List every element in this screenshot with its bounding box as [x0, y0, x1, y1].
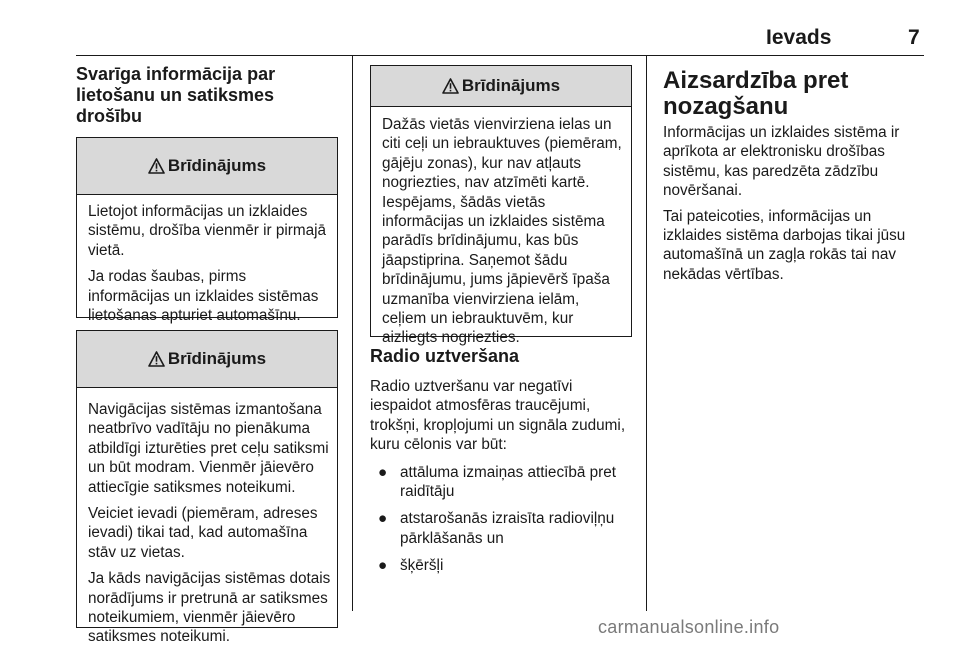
warning-paragraph: Ja kāds navigācijas sistēmas dotais norādījums ir pretrunā ar satiksmes noteikumiem, vienmēr jāievēro satiksmes noteikumi. [88, 570, 331, 646]
warning-paragraph: Veiciet ievadi (piemēram, adreses ievadi) tikai tad, kad automašīna stāv uz vietas. [88, 505, 318, 561]
column-2 [370, 65, 632, 584]
column-divider-1 [352, 56, 353, 611]
warning-header [371, 66, 631, 107]
page-header-title: Ievads [766, 26, 832, 49]
page-number: 7 [908, 26, 920, 49]
warning-paragraph: Lietojot informācijas un izklaides sistēmu, drošība vienmēr ir pirmajā vietā. [88, 203, 327, 259]
warning-box-2 [76, 330, 338, 646]
warning-triangle-icon [148, 351, 165, 367]
antitheft-paragraph: Tai pateicoties, informācijas un izklaides sistēma darbojas tikai jūsu automašīnā un zagļa rokās tai nav nekādas vērtības. [663, 207, 906, 283]
warning-paragraph: Dažās vietās vienvirziena ielas un citi ceļi un iebrauktuves (piemēram, gājēju zonas), kur nav atļauts nogriezties, nav atzīmēti kartē. Iespējams, šādās vietās informācijas un izklaides sistēma parādīs brīdinājumu, kas būs jāapstiprina. Saņemot šādu brīdinājumu, jums jāpievērš īpaša uzmanība vienvirziena ielām, ceļiem un iebrauktuvēm, kur aizliegts nogriezties. [382, 116, 622, 347]
header-rule [76, 55, 924, 56]
bullet-icon: ● [378, 510, 388, 528]
list-item [370, 509, 632, 548]
warning-body [371, 107, 631, 358]
antitheft-paragraph: Informācijas un izklaides sistēma ir aprīkota ar elektronisku drošības sistēmu, kas paredzēta zādzību novēršanai. [663, 124, 900, 200]
column-1 [76, 64, 338, 646]
list-item-text: atstarošanās izraisīta radioviļņu pārklāšanās un [400, 510, 615, 547]
column-3 [663, 68, 925, 292]
warning-header [77, 331, 337, 388]
warning-triangle-icon [442, 78, 459, 94]
warning-title: Brīdinājums [461, 76, 561, 95]
warning-body [77, 195, 337, 335]
warning-title: Brīdinājums [167, 349, 267, 368]
radio-paragraph: Radio uztveršanu var negatīvi iespaidot atmosfēras traucējumi, trokšņi, kropļojumi un signāla zudumi, kuru cēlonis var būt: [370, 378, 626, 454]
list-item [370, 556, 632, 575]
warning-body [77, 388, 337, 657]
warning-title: Brīdinājums [167, 156, 267, 175]
column-divider-2 [646, 56, 647, 611]
list-item-text: šķēršļi [400, 557, 444, 575]
warning-header [77, 138, 337, 195]
warning-box-3 [370, 65, 632, 347]
list-item [370, 463, 632, 502]
warning-paragraph: Ja rodas šaubas, pirms informācijas un izklaides sistēmas lietošanas apturiet automašīnu. [88, 268, 319, 325]
section-heading-antitheft: Aizsardzība pret nozagšanu [663, 67, 849, 120]
bullet-icon: ● [378, 463, 388, 481]
section-heading-safety: Svarīga informācija par lietošanu un satiksmes drošību [76, 64, 276, 126]
warning-triangle-icon [148, 158, 165, 174]
list-item-text: attāluma izmaiņas attiecībā pret raidītāju [400, 463, 616, 501]
footer-watermark: carmanualsonline.info [598, 617, 780, 637]
section-heading-radio: Radio uztveršana [370, 346, 520, 366]
reception-bullet-list [370, 463, 632, 576]
warning-paragraph: Navigācijas sistēmas izmantošana neatbrīvo vadītāju no pienākuma atbildīgi izturēties pret ceļu satiksmi un būt modram. Vienmēr jāievēro attiecīgie satiksmes noteikumi. [88, 401, 329, 496]
bullet-icon: ● [378, 557, 388, 575]
warning-box-1 [76, 137, 338, 325]
